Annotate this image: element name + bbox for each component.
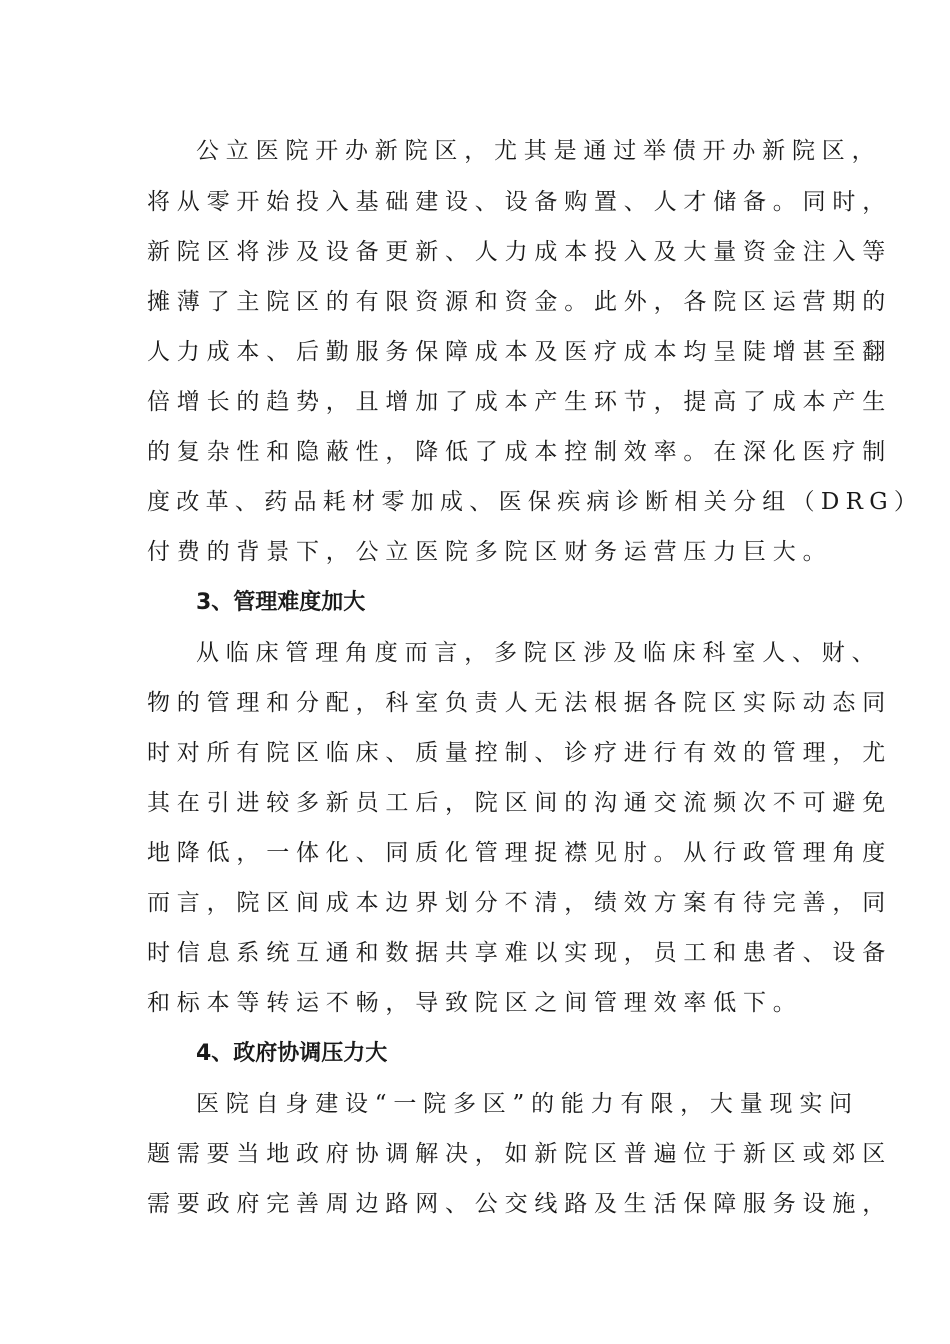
paragraph-line: 倍增长的趋势，且增加了成本产生环节，提高了成本产生: [147, 389, 892, 415]
section-heading: 4、政府协调压力大: [196, 1041, 388, 1066]
paragraph-line: 摊薄了主院区的有限资源和资金。此外，各院区运营期的: [147, 289, 892, 315]
paragraph-line: 医院自身建设“一院多区”的能力有限，大量现实问: [196, 1091, 859, 1117]
paragraph-line: 的复杂性和隐蔽性，降低了成本控制效率。在深化医疗制: [147, 439, 892, 465]
paragraph-line: 地降低，一体化、同质化管理捉襟见肘。从行政管理角度: [147, 840, 892, 866]
paragraph-line: 和标本等转运不畅，导致院区之间管理效率低下。: [147, 990, 803, 1016]
paragraph-line: 时信息系统互通和数据共享难以实现，员工和患者、设备: [147, 940, 892, 966]
paragraph-line: 物的管理和分配，科室负责人无法根据各院区实际动态同: [147, 690, 892, 716]
paragraph-line: 人力成本、后勤服务保障成本及医疗成本均呈陡增甚至翻: [147, 339, 892, 365]
paragraph-line: 需要政府完善周边路网、公交线路及生活保障服务设施，: [147, 1191, 892, 1217]
section-heading: 3、管理难度加大: [196, 590, 366, 615]
paragraph-line: 时对所有院区临床、质量控制、诊疗进行有效的管理，尤: [147, 740, 892, 766]
paragraph-line: 将从零开始投入基础建设、设备购置、人才储备。同时，: [147, 189, 892, 215]
paragraph-line: 新院区将涉及设备更新、人力成本投入及大量资金注入等: [147, 239, 892, 265]
paragraph-line: 而言，院区间成本边界划分不清，绩效方案有待完善，同: [147, 890, 892, 916]
paragraph-line: 公立医院开办新院区，尤其是通过举债开办新院区，: [196, 138, 882, 164]
paragraph-line: 从临床管理角度而言，多院区涉及临床科室人、财、: [196, 640, 882, 666]
paragraph-line: 度改革、药品耗材零加成、医保疾病诊断相关分组（DRG）: [147, 489, 924, 515]
paragraph-line: 题需要当地政府协调解决，如新院区普遍位于新区或郊区: [147, 1141, 892, 1167]
paragraph-line: 其在引进较多新员工后，院区间的沟通交流频次不可避免: [147, 790, 892, 816]
paragraph-line: 付费的背景下，公立医院多院区财务运营压力巨大。: [147, 539, 833, 565]
